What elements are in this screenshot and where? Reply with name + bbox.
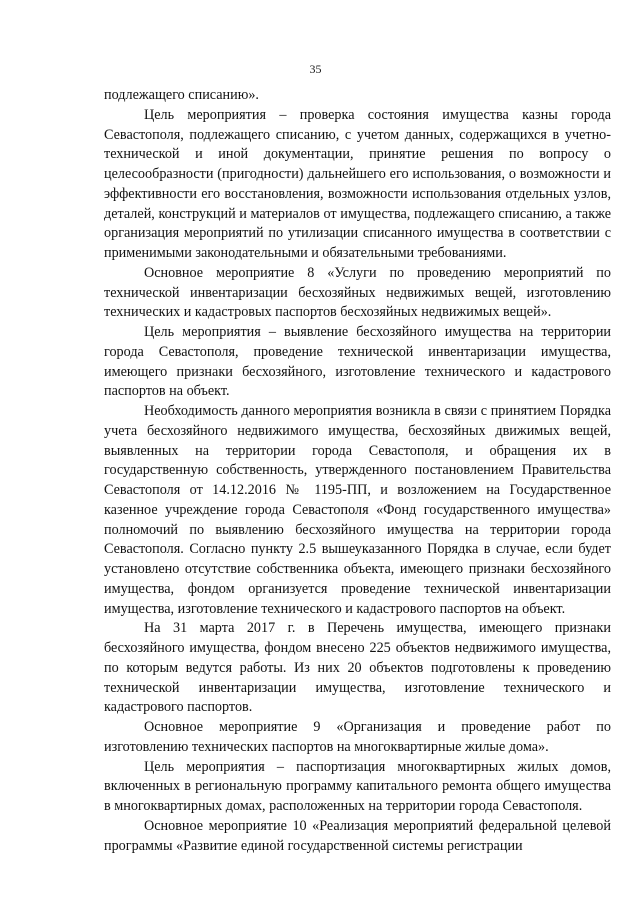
- paragraph-activity-8: Основное мероприятие 8 «Услуги по проведению мероприятий по технической инвентаризации бесхозяйных недвижимых вещей, изготовлению технических и кадастровых паспортов бесхозяйных недвижимых вещей».: [104, 264, 611, 321]
- page-number: 35: [309, 62, 322, 76]
- paragraph-activity-10: Основное мероприятие 10 «Реализация мероприятий федеральной целевой программы «Развитие единой государственной системы регистрации: [104, 817, 611, 854]
- paragraph-goal-ownerless: Цель мероприятия – выявление бесхозяйного имущества на территории города Севастополя, проведение технической инвентаризации имущества, имеющего признаки бесхозяйного, изготовление технического и кадастрового паспортов на объект.: [104, 324, 611, 400]
- body-text: [104, 86, 611, 856]
- paragraph-goal-writeoff: Цель мероприятия – проверка состояния имущества казны города Севастополя, подлежащего списанию, с учетом данных, содержащихся в учетно-технической и иной документации, принятие решения по вопросу о целесообразности (пригодности) дальнейшего его использования, о возможности и эффективности его восстановления, возможности использования отдельных узлов, деталей, конструкций и материалов от имущества, подлежащего списанию, а также организация мероприятий по утилизации списанного имущества в соответствии с применимыми законодательными и обязательными требованиями.: [104, 106, 611, 261]
- paragraph-necessity: Необходимость данного мероприятия возникла в связи с принятием Порядка учета бесхозяйного недвижимого имущества, бесхозяйных движимых вещей, выявленных на территории города Севастополя, и обращения их в государственную собственность, утвержденного постановлением Правительства Севастополя от 14.12.2016 № 1195-ПП, и возложением на Государственное казенное учреждение города Севастополя «Фонд государственного имущества» полномочий по выявлению бесхозяйного имущества на территории города Севастополя. Согласно пункту 2.5 вышеуказанного Порядка в случае, если будет установлено отсутствие собственника объекта, имеющего признаки бесхозяйного имущества, фондом организуется проведение технической инвентаризации имущества, изготовление технического и кадастрового паспортов на объект.: [104, 403, 611, 617]
- paragraph-goal-passports: Цель мероприятия – паспортизация многоквартирных жилых домов, включенных в региональную программу капитального ремонта общего имущества в многоквартирных домах, расположенных на территории города Севастополя.: [104, 758, 611, 814]
- paragraph-continued: подлежащего списанию».: [104, 87, 259, 103]
- paragraph-activity-9: Основное мероприятие 9 «Организация и проведение работ по изготовлению технических паспортов на многоквартирные жилые дома».: [104, 719, 611, 755]
- paragraph-status-march: На 31 марта 2017 г. в Перечень имущества, имеющего признаки бесхозяйного имущества, фондом внесено 225 объектов недвижимого имущества, по которым ведутся работы. Из них 20 объектов подготовлены к проведению технической инвентаризации имущества, изготовление технического и кадастрового паспортов.: [104, 620, 611, 716]
